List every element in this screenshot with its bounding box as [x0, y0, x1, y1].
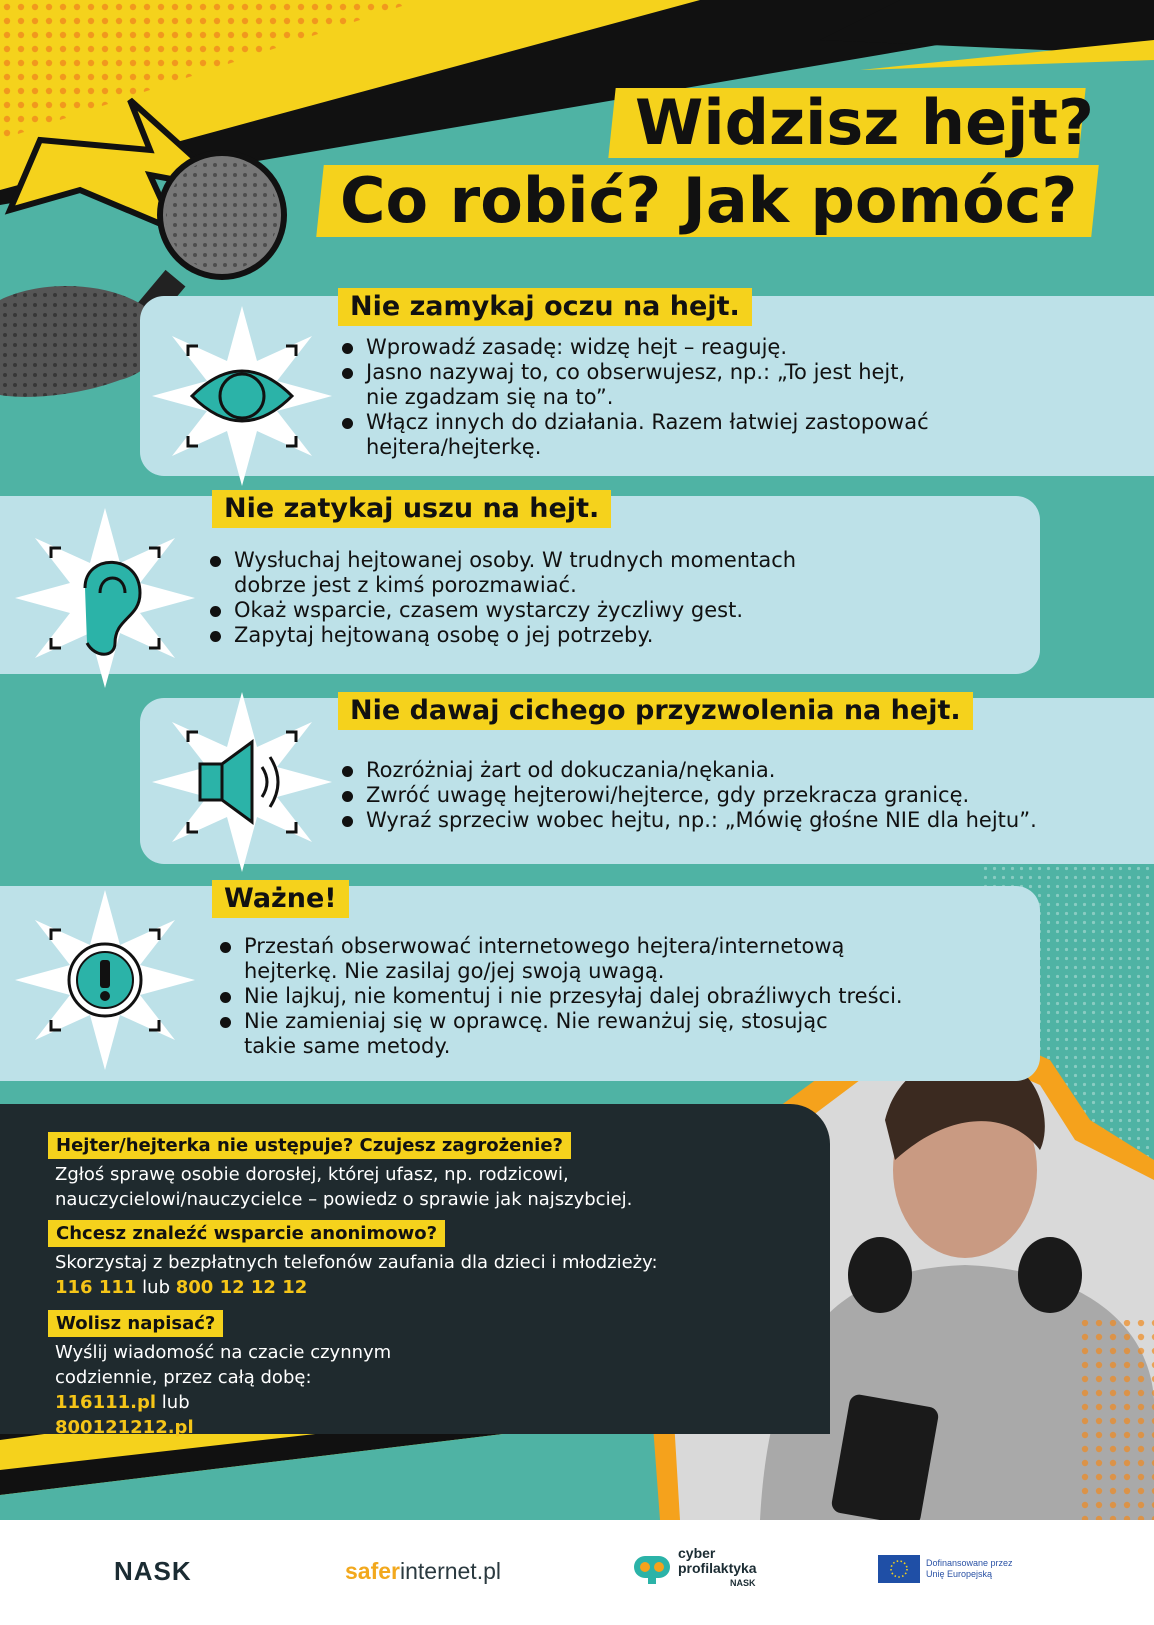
section-2-bullets: [208, 548, 796, 648]
help-answer-3-line-2: codziennie, przez całą dobę:: [55, 1367, 312, 1388]
eye-icon: [152, 306, 332, 486]
help-answer-1: [55, 1162, 632, 1212]
chat-site-line: [55, 1390, 391, 1415]
section-4-heading: Ważne!: [212, 880, 349, 918]
section-3-bullets: [340, 758, 1037, 833]
cyber-nask-text: NASK: [730, 1578, 756, 1588]
phone-numbers: [55, 1275, 658, 1300]
list-item-continuation: hejtera/hejterkę.: [366, 435, 542, 459]
profilaktyka-text: profilaktyka: [678, 1560, 757, 1576]
internet-text: internet.pl: [399, 1558, 501, 1584]
cyberprofilaktyka-icon: [632, 1552, 672, 1586]
help-question-2: Chcesz znaleźć wsparcie anonimowo?: [48, 1220, 445, 1247]
help-question-3: Wolisz napisać?: [48, 1310, 223, 1337]
list-item: [340, 385, 929, 410]
list-item-continuation: nie zgadzam się na to”.: [366, 385, 614, 409]
section-1-heading: Nie zamykaj oczu na hejt.: [338, 288, 752, 326]
help-answer-3-line-1: Wyślij wiadomość na czacie czynnym: [55, 1342, 392, 1363]
title-line-2: [340, 164, 1078, 237]
eu-funding-text: [926, 1558, 1013, 1580]
or-text: lub: [161, 1392, 190, 1413]
title-line-1: [635, 86, 1094, 159]
list-item: [340, 435, 929, 460]
cyber-text: cyber: [678, 1545, 716, 1561]
title-text-1: Widzisz hejt?: [635, 86, 1094, 159]
cyberprofilaktyka-logo: [678, 1546, 757, 1591]
list-item: Nie lajkuj, nie komentuj i nie przesyłaj dalej obraźliwych treści.: [218, 984, 903, 1009]
list-item-continuation: dobrze jest z kimś porozmawiać.: [234, 573, 577, 597]
list-item: Zwróć uwagę hejterowi/hejterce, gdy przekracza granicę.: [340, 783, 1037, 808]
speaker-icon: [152, 692, 332, 872]
help-answer-3: [55, 1340, 391, 1440]
list-item: Włącz innych do działania. Razem łatwiej zastopować: [340, 410, 929, 435]
section-3-heading: Nie dawaj cichego przyzwolenia na hejt.: [338, 692, 973, 730]
phone-number-2[interactable]: 800 12 12 12: [175, 1277, 308, 1298]
help-question-1: Hejter/hejterka nie ustępuje? Czujesz zagrożenie?: [48, 1132, 571, 1159]
or-text: lub: [142, 1277, 170, 1298]
exclamation-icon: [15, 890, 195, 1070]
list-item: Nie zamieniaj się w oprawcę. Nie rewanżuj się, stosując: [218, 1009, 903, 1034]
list-item: Wyraź sprzeciw wobec hejtu, np.: „Mówię głośne NIE dla hejtu”.: [340, 808, 1037, 833]
headphones-right: [1018, 1237, 1082, 1313]
section-1-bullets: [340, 335, 929, 460]
list-item: [208, 573, 796, 598]
list-item: Okaż wsparcie, czasem wystarczy życzliwy gest.: [208, 598, 796, 623]
safer-text: safer: [345, 1558, 400, 1584]
help-answer-1-line-2: nauczycielowi/nauczycielce – powiedz o sprawie jak najszybciej.: [55, 1189, 633, 1210]
saferinternet-logo: [345, 1558, 501, 1585]
chat-link-1[interactable]: 116111.pl: [55, 1392, 157, 1413]
list-item: Wysłuchaj hejtowanej osoby. W trudnych momentach: [208, 548, 796, 573]
list-item: Rozróżniaj żart od dokuczania/nękania.: [340, 758, 1037, 783]
eu-line-1: Dofinansowane przez: [926, 1558, 1013, 1568]
list-item: Jasno nazywaj to, co obserwujesz, np.: „To jest hejt,: [340, 360, 929, 385]
footer: [0, 1520, 1154, 1625]
list-item-continuation: hejterkę. Nie zasilaj go/jej swoją uwagą.: [244, 959, 665, 983]
list-item: Wprowadź zasadę: widzę hejt – reaguję.: [340, 335, 929, 360]
eu-line-2: Unię Europejską: [926, 1569, 993, 1579]
eu-flag-icon: [878, 1555, 920, 1583]
help-answer-1-line-1: Zgłoś sprawę osobie dorosłej, której ufasz, np. rodzicowi,: [55, 1164, 569, 1185]
section-4-bullets: [218, 934, 903, 1059]
title-text-2: Co robić? Jak pomóc?: [340, 164, 1078, 237]
ear-icon: [15, 508, 195, 688]
section-2-heading: Nie zatykaj uszu na hejt.: [212, 490, 611, 528]
list-item: [218, 959, 903, 984]
phone-number-1[interactable]: 116 111: [55, 1277, 137, 1298]
headphones-left: [848, 1237, 912, 1313]
list-item: [218, 1034, 903, 1059]
list-item: Zapytaj hejtowaną osobę o jej potrzeby.: [208, 623, 796, 648]
list-item-continuation: takie same metody.: [244, 1034, 451, 1058]
chat-link-2[interactable]: 800121212.pl: [55, 1417, 194, 1438]
list-item: Przestań obserwować internetowego hejtera/internetową: [218, 934, 903, 959]
nask-logo: NASK: [114, 1556, 192, 1586]
help-answer-2: [55, 1250, 658, 1300]
help-answer-2-line-1: Skorzystaj z bezpłatnych telefonów zaufania dla dzieci i młodzieży:: [55, 1252, 658, 1273]
